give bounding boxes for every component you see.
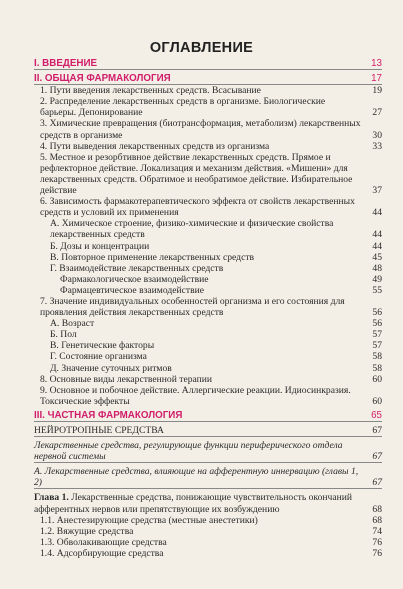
- toc-entry[interactable]: 8. Основные виды лекарственной терапии 60: [40, 373, 382, 385]
- toc-entry[interactable]: Б. Дозы и концентрации 44: [50, 240, 382, 252]
- toc-page-number: 57: [372, 329, 382, 341]
- toc-page-number: 58: [372, 351, 382, 363]
- toc-entry[interactable]: 1.2. Вяжущие средства 74: [40, 525, 382, 537]
- toc-section-introduction[interactable]: I. ВВЕДЕНИЕ 13: [34, 58, 382, 69]
- toc-page-number: 55: [372, 284, 382, 296]
- toc-entry[interactable]: 4. Пути выведения лекарственных средств из организма 33: [40, 140, 382, 152]
- toc-page-number: 44: [372, 207, 382, 219]
- toc-page-number: 48: [372, 262, 382, 274]
- toc-entry-peripheral[interactable]: Лекарственные средства, регулирующие функции периферического отдела нервной системы 67: [34, 440, 382, 463]
- toc-page-number: 68: [372, 503, 382, 515]
- toc-page-number: 44: [372, 240, 382, 252]
- toc-page-number: 76: [372, 536, 382, 548]
- toc-entry[interactable]: А. Возраст 56: [50, 318, 382, 330]
- toc-page-number: 45: [372, 251, 382, 263]
- toc-page-number: 56: [372, 307, 382, 319]
- toc-entry[interactable]: Г. Состояние организма 58: [50, 351, 382, 363]
- toc-page-number: 49: [372, 273, 382, 285]
- chapter-label: Глава 1.: [34, 492, 69, 504]
- toc-page-number: 60: [372, 373, 382, 385]
- toc-page-number: 67: [372, 477, 382, 489]
- toc-entry[interactable]: 2. Распределение лекарственных средств в организме. Биологические барьеры. Депонирование 27: [40, 96, 382, 119]
- toc-page-number: 33: [372, 140, 382, 152]
- toc-entry[interactable]: Г. Взаимодействие лекарственных средств 48: [50, 262, 382, 274]
- toc-entry[interactable]: 6. Зависимость фармакотерапевтического эффекта от свойств лекарственных средств и условий их применения 44: [40, 196, 382, 219]
- toc-page-number: 68: [372, 514, 382, 526]
- toc-entry[interactable]: В. Генетические факторы 57: [50, 340, 382, 352]
- toc-page-number: 60: [372, 395, 382, 407]
- toc-page-number: 37: [372, 185, 382, 197]
- toc-page-number: 57: [372, 340, 382, 352]
- toc-page-number: 27: [372, 107, 382, 119]
- toc-entry[interactable]: 7. Значение индивидуальных особенностей организма и его состояния для проявления действия лекарственных средств 56: [40, 295, 382, 319]
- toc-page-number: 56: [372, 318, 382, 330]
- toc-page-number: 65: [371, 409, 382, 421]
- toc-entry[interactable]: 1.3. Обволакивающие средства 76: [40, 536, 382, 548]
- toc-entry[interactable]: 1.1. Анестезирующие средства (местные анестетики) 68: [40, 514, 382, 526]
- toc-page-number: 30: [372, 129, 382, 141]
- toc-page-number: 76: [372, 547, 382, 559]
- toc-entry[interactable]: 3. Химические превращения (биотрансформация, метаболизм) лекарственных средств в организме 30: [40, 118, 382, 141]
- toc-entry[interactable]: 1. Пути введения лекарственных средств. Всасывание 19: [40, 85, 382, 97]
- table-of-contents: [34, 58, 382, 559]
- toc-entry[interactable]: Б. Пол 57: [50, 329, 382, 341]
- toc-page-number: 19: [372, 85, 382, 97]
- toc-entry[interactable]: 9. Основное и побочное действие. Аллергические реакции. Идиосинкразия. Токсические эффекты 60: [40, 384, 382, 407]
- toc-entry[interactable]: Д. Значение суточных ритмов 58: [50, 362, 382, 374]
- toc-entry[interactable]: 1.4. Адсорбирующие средства 76: [40, 547, 382, 559]
- toc-entry-neurotropic[interactable]: НЕЙРОТРОПНЫЕ СРЕДСТВА 67: [34, 425, 382, 436]
- toc-entry-afferent[interactable]: А. Лекарственные средства, влияющие на афферентную иннервацию (главы 1, 2) 67: [34, 466, 382, 489]
- toc-entry[interactable]: Фармацевтическое взаимодействие 55: [60, 284, 382, 296]
- toc-entry[interactable]: Фармакологическое взаимодействие 49: [60, 273, 382, 285]
- toc-page-number: 58: [372, 362, 382, 374]
- toc-page-number: 74: [372, 525, 382, 537]
- toc-section-special-pharmacology[interactable]: III. ЧАСТНАЯ ФАРМАКОЛОГИЯ 65: [34, 409, 382, 421]
- toc-entry[interactable]: А. Химическое строение, физико-химические и физические свойства лекарственных средств 44: [50, 218, 382, 241]
- toc-page-number: 67: [372, 451, 382, 463]
- toc-section-general-pharmacology[interactable]: II. ОБЩАЯ ФАРМАКОЛОГИЯ 17: [34, 73, 382, 85]
- toc-entry[interactable]: 5. Местное и резорбтивное действие лекарственных средств. Прямое и рефлекторное действие. Локализация и механизм действия. «Мишени» для лекарственных средств. Обратимое и необратимое действие. Избирательное действие 37: [40, 151, 382, 197]
- toc-entry[interactable]: В. Повторное применение лекарственных средств 45: [50, 251, 382, 263]
- page-title: ОГЛАВЛЕНИЕ: [149, 40, 254, 56]
- toc-page-number: 67: [372, 425, 382, 436]
- toc-page-number: 44: [372, 229, 382, 241]
- toc-page-number: 13: [371, 58, 382, 69]
- toc-chapter-1[interactable]: Глава 1. Лекарственные средства, понижающие чувствительность окончаний афферентных нервов или препятствующие их возбуждению 68: [34, 492, 382, 515]
- toc-page-number: 17: [371, 73, 382, 85]
